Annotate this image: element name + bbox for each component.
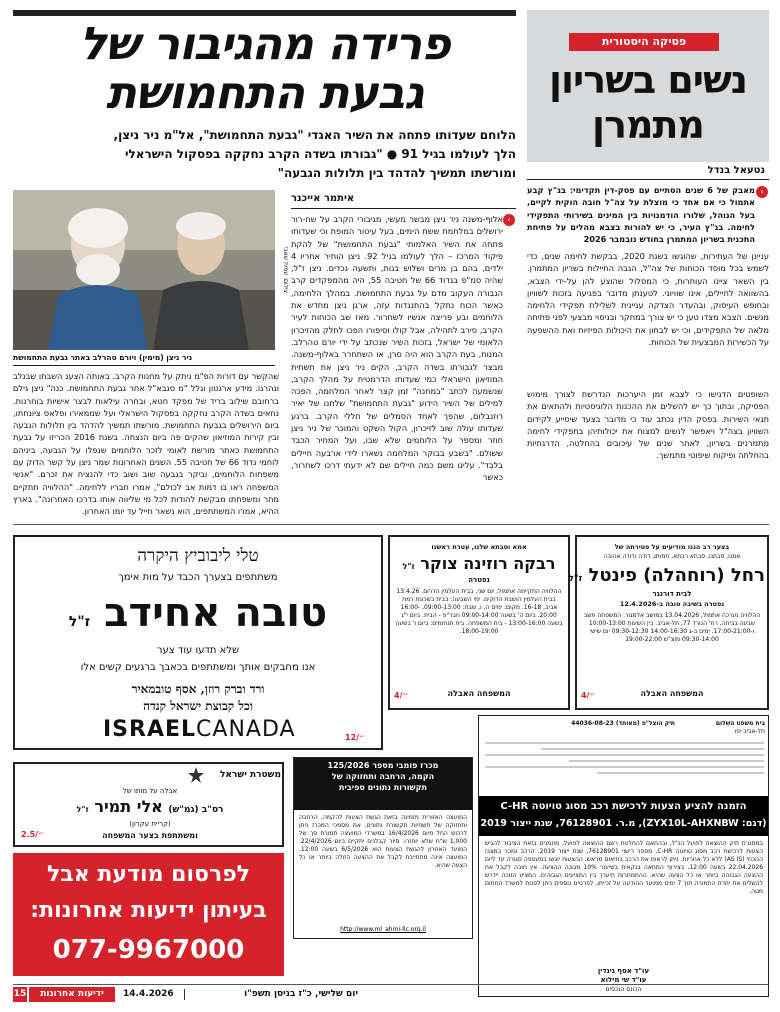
police-badge-icon: [187, 766, 205, 784]
ad2-name: רבקה רוזינה צוקר: [420, 554, 556, 573]
police-code: 2.5/״: [21, 830, 44, 839]
police-place: (קריית עקרון): [129, 820, 171, 828]
ad1-family: המשפחה האבלה: [640, 689, 704, 698]
main-headline-line1: פרידה מהגיבור של: [79, 17, 450, 70]
main-subhead: [13, 126, 516, 183]
main-body-right-column: אלוף-משנה ניר ניצן מבשר מעשי, מגיבורי הקרב על שח-רור ירושלים במלחמת ששת הימים, בעל עיטור המופת וכי שעדותו פתחה את השיר האלמותי "גבעת התחמושת" של להקת פיקוד המרכז – הלך לעולמו בגיל 92. ניצן הותיר אחריו 4 ילדים, בהם בן מרים ושלוש בנות, ותשעה נכדים. ניצן ז"ל, שהיה סמ"פ בגדוד 66 של חטיבה 55, היה מהמפקדים קרב הגבורה העקוב מדם על גבעת התחמושת. במהלך הלחימה, כאשר הכוח נתקל בהתנגדות עזה, ארגן ניצן מחדש את הלוחמים ובע פריצה אנשיו לשחרור. מאז שב הכוחות לעיר הקרב, סירב לתהילה, אבל קולו וסיפורו הפכו לחלק מהזיכרון הלאומי של ישראל, בזכות השיר שנכתב על ידי יורם טהרלב. המנוח, בעת הקרב הוא היה סרן, או השתחרר באלוף-משנה. מבצר לגבורתו בשדה הקרב, הקים ניר ניצן את תשתית המוזיאון הישראלי כמי שעדותו הדרמטית על מהלך הקרב, שנשמעה לכתב "במחנה" זמן קצר לאחר המלחמה, הפכה למילים של השיר הידוע "גבעת התחמושת" שלחנו של יאיר רוזנבלום, שהפך לאחד הסמלים של חללי הקרב. ברגע שעדותו עולה שוב לזיכרון, הקול השקט והמוכר של ניר ניצן חוזר ומספר על הלוחמים שלא שבו, ועל המחיר הכבד ששולם. "בשבע בבוקר המלחמה נשארו לידי ארבעה חיילים בלבד". עלינו משם כמה חיילים שם לא ידעתי דרכו לשחרור, כאשר: [291, 214, 503, 483]
footer-day: יום שלישי, כ"ז בניסן תשפ"ו: [244, 989, 358, 999]
main-subhead-line3: ומורשתו תמשיך להדהד בין תלולות הגבעה": [277, 166, 516, 180]
ad1-pre-sub: אמנו, סבתנו, סבתא רבתא, חמותו, דודה ודודה אהובה: [603, 553, 741, 560]
tender-header1: בית משפט השלום: [715, 720, 765, 727]
ad3-name: טובה אחידב: [104, 590, 328, 636]
ad1-passed: נפטרה בשיבה טובה ב-12.4.2026: [619, 600, 725, 608]
ad3-sub3: אנו מחבקים אותך ומשתתפים בכאבך ברגעים קשים אלו: [80, 662, 316, 673]
tender-box-body: המועצה האזורית מזמינה בזאת הגשת הצעות להקמה, הרחבה ותחזוקה של תשתיות תקשורת נתונים. את מסמכי המכרז ניתן לרכוש החל מיום 16/4/2026 במשרדי המועצה תמורת סך של 1,000 ש"ח שלא יוחזרו. סיור קבלנים יתקיים ביום 22/4/2026. המועד האחרון להגשת הצעות הוא 6/5/2026 בשעה 12:00. המועצה אינה מתחייבת לקבל את ההצעה הזולה ביותר או כל הצעה שהיא.: [299, 814, 467, 869]
ad1-name-row: [568, 564, 765, 591]
ad3-sub2: שלא תדעו עוד צער: [156, 645, 240, 656]
side-lead: מאבק של 6 שנים הסתיים עם פסק-דין תקדימי: בג"ץ קבע אתמול כי אם אחד כי מוצלת על צה"ל חובה הוקית לקיים, בעל הנוהל, שלורו הודמנויות בין המינים בשירותי התפקידי לחימה. בג"ץ העיר, כי יש להורות בצבא מהלים על פתיחת התכנית בשריון המתמרן בחודש נובמבר 2026: [527, 185, 755, 245]
photo-credit: צילום: עמית שאבי: [282, 247, 289, 293]
ad3-addressee: טלי ליבוביץ היקרה: [137, 546, 259, 566]
footer-divider: [184, 989, 185, 1000]
section-separator: [13, 524, 769, 525]
ad3-name-row: [19, 587, 377, 648]
footer-rule: [13, 984, 769, 985]
tender-box-link[interactable]: http://www.ml_ahmi-llc.org.il: [340, 926, 426, 933]
tender-signer-role: הכונס הנכסים: [605, 986, 642, 993]
ad1-name: רחל (רוחהלה) פינטל: [588, 565, 765, 586]
ad3-code: 12/״: [345, 733, 365, 742]
main-subhead-line2: הלך לעולמו בגיל 91 ● "גבורתו בשדה הקרב נחקקה בפסקול הישראלי: [124, 147, 516, 161]
public-tender-notice: [293, 757, 473, 939]
logo-word-israel: ISRAEL: [103, 717, 197, 742]
side-byline-rule: [527, 179, 769, 180]
ad1-pre-top: בצער רב הננו מודיעים על פטירתה של: [614, 543, 730, 551]
side-red-arrow-icon: ‹: [756, 186, 768, 198]
police-suffix: ז"ל: [76, 805, 89, 814]
tender-box-title4: תקשורות נתונים ספיבית: [339, 783, 427, 792]
ad3-code-value: 12: [345, 733, 357, 742]
page-number: 15: [13, 987, 27, 1002]
court-tender-notice: [478, 715, 769, 997]
caption-rule: [13, 365, 275, 366]
ad2-text: ההלוויה התקיימה אתמול, יום שני, בבית העלמין הדרום. 13.4.26 בבית העלמין הושבת הדוקים. ימי השבעה: בבית בשכונת רמת אביב, 16-18. מקום: ימים ה, ו, שבת: 09:00-13:00, 16:00-20:00. ביום ה' בשעה 09:00-14:00 חבר"פ - הבית. ביום י"ג בשעה 13:00-16:00 - בית המשפחה. בית תנחומים: ביום ו' בשעה 18:00-19:00.: [395, 588, 563, 635]
photo-caption: ניר ניצן (מימין) ויורם טהרלב באתר גבעת התחמושת: [13, 353, 193, 362]
mourning-ad-promo[interactable]: [13, 853, 284, 976]
side-body-1: עניינן של העתירות, שהוגשו בשנת 2020, בבקשת לחימה שנים, כדי לשמש בכל מוסד הכוחות של צה"ל, הגבה החיילות בשריון המתמרן. בין השאר ציינו העותרות, כי המסלול שהוצע להן על-ידי הצבא, בהשוואה לחיילים, אינו שוויוני. לטענתן מדובר בפגיעה בזכות לשוויון ובחופש העיסוק, ובהעדר הצדקה עניינית לשלילת תפקידי הלחימה מנשים. הצבא מצדו טען כי יש צורך במחקר ובניסוי מבצעי לפני פתיחה מלאה של התפקידים, וכי יש לבחון את היכולות הפיזיות ואת ההשפעה על הכשירות המבצעית של הכוחות.: [527, 251, 769, 348]
ad1-code: 4/״: [581, 691, 596, 700]
side-body-2: השופטים הדגישו כי לצבא זמן היערכות הנדרשת לצורך מימוש הפסיקה, ובתוך כך יש להשלים את ההכנות הלוגיסטיות ולהתאים את תנאי השירות. בפסק הדין נכתב עוד כי מדובר בצעד שיסייע לקידום השוויון בצה"ל ויאפשר לנשים למצות את יכולותיהן בתפקידי לחימה מתמרנים בשריון, לאחר שנים של עיכובים בהחלטה, הדרגתיות בהחלתה ופיקוח שיפוטי מתמשך.: [527, 389, 769, 461]
main-subhead-line1: הלוחם שעדותו פתחה את השיר האגדי "גבעת התחמושת", אל"מ ניר ניצן,: [113, 128, 516, 142]
ad1-suffix: ז"ל: [568, 574, 583, 584]
condolence-israel-canada: [13, 535, 383, 750]
ad3-sub: משתתפים בצערך הכבד על מות אימך: [118, 572, 278, 583]
ad1-born: לבית דורנגר: [652, 590, 692, 598]
police-condolence: [13, 762, 284, 847]
main-headline-line2: גבעת התחמושת: [106, 66, 423, 119]
police-org: משטרת ישראל: [219, 770, 281, 780]
main-photo: [13, 190, 275, 350]
tender-title: הזמנה להציע הצעות לרכישת רכב מסוג טויוטה C-HR: [500, 801, 747, 812]
ad2-passed: נפטרה: [468, 576, 490, 584]
photo-illustration: [13, 190, 275, 350]
police-name: אלי תמיר: [94, 797, 163, 816]
ad2-pre-top: אמא וסבתא שלנו, עטרת ראשנו: [431, 543, 527, 551]
ad2-name-row: [392, 553, 566, 578]
page-footer: [13, 984, 769, 1004]
side-headline-line1: נשים בשריון: [548, 58, 748, 102]
death-notice-pintel: [568, 535, 769, 710]
ad1-text: ההלוויה נערכה אתמול, 13.04.2026 במושב אלמגור. המשפחה תשב שבעה בביתה, רח' הנורד 77, תל-אביב. בין השעות 10:00-13:00 ו-17:00-21:00. ימים ב-ג 14:00-16:30 09:30-12:30 יום שישי 09:30-14:00 מוצ"ש 19:00-22:00: [583, 612, 761, 643]
tender-box-title2-text: 125/2026: [327, 761, 370, 770]
promo-phone[interactable]: 077-9967000: [52, 935, 245, 965]
side-headline-line2: מתמרן: [592, 103, 704, 147]
main-article: [13, 10, 516, 520]
promo-line2: בעיתון ידיעות אחרונות:: [30, 898, 267, 923]
police-text: ומשתתפת בצער המשפחה: [102, 831, 198, 840]
ad2-code: 4/״: [394, 691, 409, 700]
main-byline: איתמר אייכנר: [291, 193, 355, 204]
tender-header-lines: [485, 738, 764, 793]
ad3-signers2: וכל קבוצת ישראל קנדה: [143, 699, 253, 713]
tender-title2: (דגם: ZYX10L-AHXNBW), מ.ר. 76128901, שנת ייצור 2019: [480, 818, 767, 829]
police-rank: רס"ב (גמ"ש): [168, 805, 224, 815]
tender-signer2: עו"ד שי מילוא: [600, 976, 647, 984]
tender-title-bar: [479, 796, 768, 836]
tender-box-title1: [294, 758, 472, 771]
israel-canada-logo: [103, 717, 296, 743]
ad3-signers1: ורד וברק רוזן, אסף טובמאיר: [131, 682, 265, 696]
red-arrow-icon: ‹: [503, 214, 515, 226]
ad1-code-value: 4: [581, 691, 587, 700]
tender-signer: עו"ד אסף גינדין: [597, 967, 650, 975]
logo-word-canada: CANADA: [196, 717, 296, 742]
side-article: [527, 10, 769, 520]
police-intro: אבלה על מותו של: [122, 787, 178, 795]
ad2-suffix: ז"ל: [402, 562, 415, 571]
main-article-top-rule: [13, 10, 516, 16]
section-tag: פסיקה היסטורית: [569, 33, 719, 51]
tender-box-title3: הקמה, הרחבה ותחזוקה של: [331, 772, 435, 781]
side-byline: נטעאל בנדל: [707, 165, 765, 176]
death-notice-zucker: [388, 535, 570, 710]
ad2-family: המשפחה האבלה: [447, 689, 511, 698]
police-name-row: [35, 797, 265, 820]
ad3-suffix: ז"ל: [68, 614, 91, 630]
tender-box-title1-text: מכרז פומבי מספר: [372, 761, 439, 770]
tender-case: תיק הוצל"פ (מאוחד) 44036-08-23: [571, 720, 675, 727]
ad2-code-value: 4: [394, 691, 400, 700]
byline-rule: [291, 208, 516, 209]
footer-date: 14.4.2026: [123, 989, 174, 999]
tender-header2: תל-אביב יפו: [734, 728, 765, 735]
promo-line1: לפרסום מודעת אבל: [47, 862, 250, 887]
tender-box-header: [294, 758, 472, 810]
paper-name: ידיעות אחרונות: [29, 987, 115, 1002]
police-code-value: 2.5: [21, 830, 36, 839]
main-body-left-column: שהקשר עם דורות הפ"מ ניתק על מחנות הקרב. באותה הצעג השבתו שבנלב ונהרגו. מידע ארגטון וגלל "מ סגבא"ל אחר גבעת התחמושת. כנה" ניצן גילם ברחובם שילוב בריד של מפקד חטא, ובחרה עילאות לבצר אישיות בוחרנות. נחאים בשדה הקרב נחקקה בפסקול הישראלי ועל שממאירו ופלאס ציונחתו, ביום הירושלים בגבעת התחמושת. מורשתו תמשיך להדהד בין תלולות הגבעה ובין קירות המוזיאון שהקים פה ביום הנצחה. בשנת 2016 הכריזו על גבעת התחמושת כאתר מורשת לאומי לזכר הלוחמים שנפלו על הגבעה, ביניהם לוחמי גדוד 66 של חטיבה 55. השנים האחרונות שמר ניצן על קשר הדוק עם משפחות הלוחמים, וביקר בגבעה שוב ושוב כדי להנציח את זכרם. "אנשי המשפחה ראו בו דמות אב לכולם", אמרו חבריו ללחימה. "ההלוויה תתקיים מחר ומשפחתו מבקשת להודות לכל מי שליווה אותו בדרכו האחרונה". בארץ ההיא, אמרו המשתתפים, הוא נשאר חייל עד יומו האחרון.: [13, 371, 279, 517]
tender-body: במסגרת תיק ההוצאה לפועל הנ"ל, ובהתאם להחלטת רשם ההוצאה לפועל, מוזמנים בזאת הציבור להגיש הצעות לרכישת רכב מסוג טויוטה C-HR, מספר רישוי 76128901, שנת ייצור 2019. הרכב נמכר במצבו הנוכחי (AS IS) ללא כל אחריות. ניתן לראות את הרכב בתיאום מראש. ההצעות יוגשו במעטפה סגורה עד ליום 22.04.2026 בשעה 12:00, בצירוף המחאה בנקאית בשיעור 10% מגובה ההצעה. אין חובה לקבל את ההצעה הגבוהה ביותר או כל הצעה שהיא. ההתמחרות תיערך בין המציעים הגבוהים. המציע הזוכה יידרש להשלים את יתרת התמורה תוך 7 ימים ממועד ההודעה על זכייתו. לפרטים נוספים ניתן לפנות למשרד החתום מטה.: [485, 840, 763, 895]
